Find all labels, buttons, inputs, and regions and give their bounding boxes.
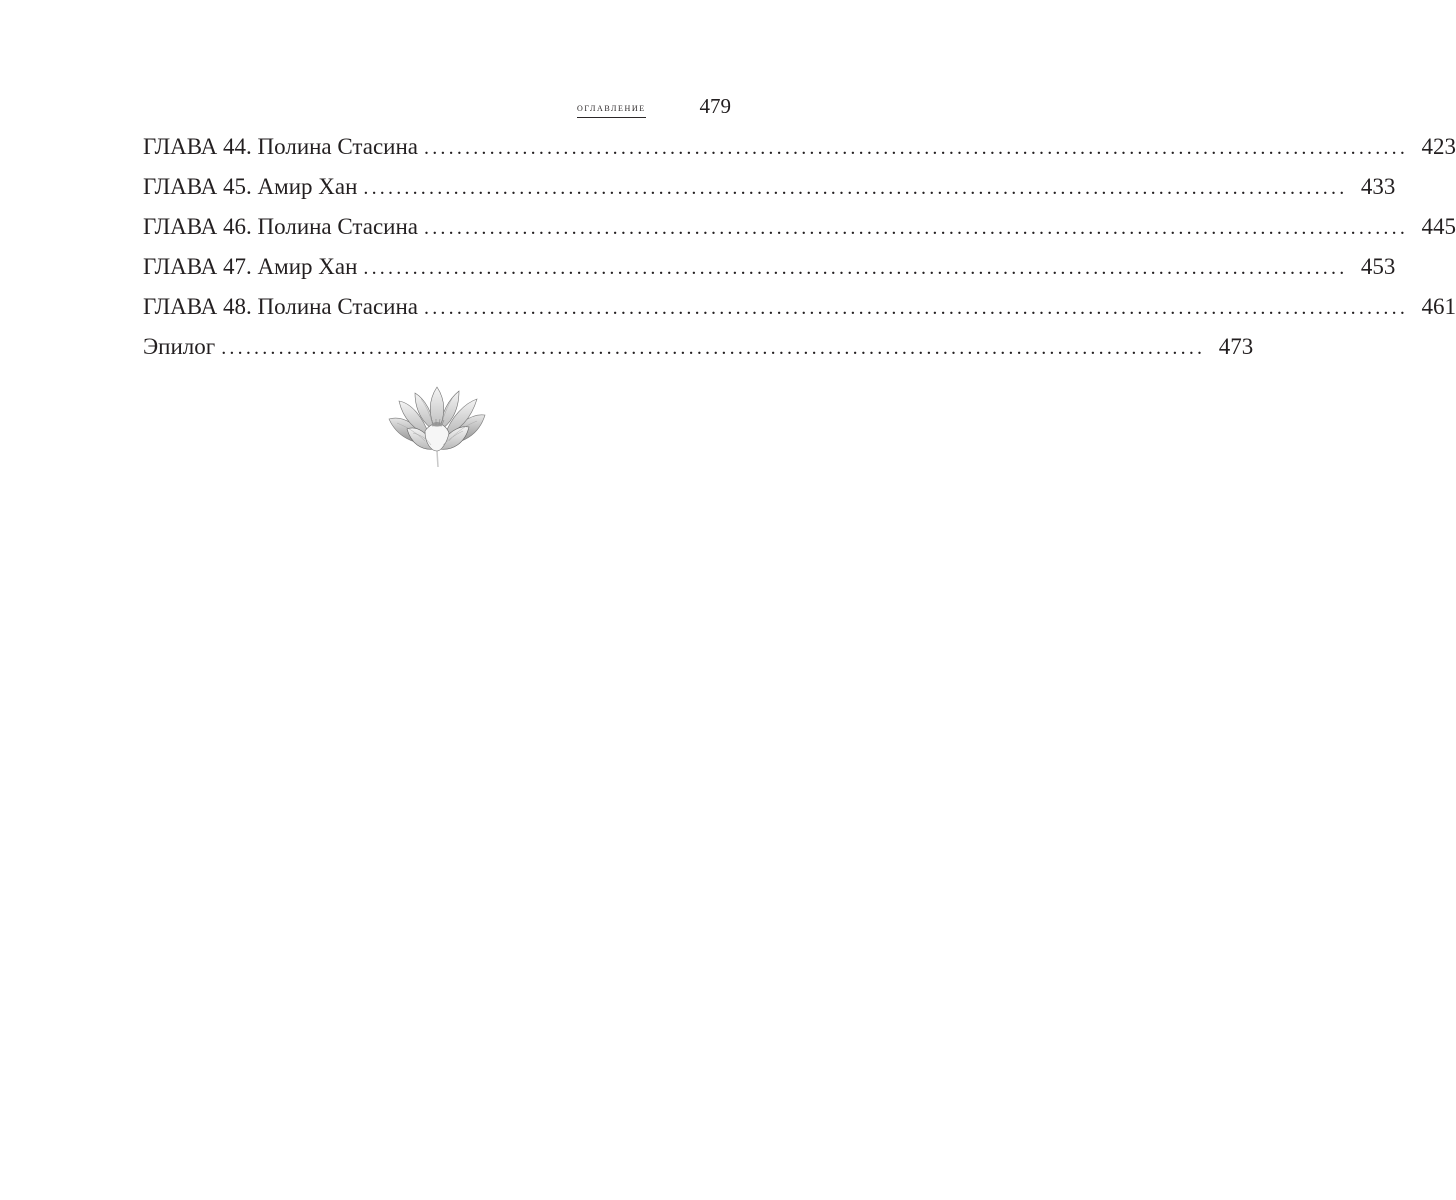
toc-leader-dots: ........................................................................................................................ bbox=[424, 137, 1409, 159]
page-number: 479 bbox=[699, 94, 731, 118]
toc-entry-title: Эпилог bbox=[143, 334, 216, 359]
toc-leader-dots: ........................................................................................................................ bbox=[424, 217, 1409, 239]
toc-entry-page: 445 bbox=[1421, 214, 1456, 239]
toc-entry bbox=[143, 210, 1456, 250]
running-title: оглавление bbox=[577, 102, 646, 118]
toc-entry-page: 423 bbox=[1421, 134, 1456, 159]
toc-entry-title: ГЛАВА 48. Полина Стасина bbox=[143, 294, 419, 319]
lotus-flower-icon bbox=[385, 385, 489, 469]
table-of-contents bbox=[143, 130, 1456, 370]
toc-entry-title: ГЛАВА 46. Полина Стасина bbox=[143, 214, 419, 239]
toc-entry-title: ГЛАВА 45. Амир Хан bbox=[143, 174, 358, 199]
toc-entry-page: 453 bbox=[1360, 254, 1396, 279]
toc-leader-dots: ........................................................................................................................ bbox=[424, 297, 1409, 319]
toc-entry-title: ГЛАВА 47. Амир Хан bbox=[143, 254, 358, 279]
toc-entry bbox=[143, 250, 1396, 290]
toc-leader-dots: ........................................................................................................................ bbox=[363, 177, 1348, 199]
toc-leader-dots: ........................................................................................................................ bbox=[363, 257, 1348, 279]
toc-entry-title: ГЛАВА 44. Полина Стасина bbox=[143, 134, 419, 159]
toc-entry bbox=[143, 130, 1456, 170]
toc-entry bbox=[143, 170, 1396, 210]
toc-leader-dots: ........................................................................................................................ bbox=[221, 337, 1206, 359]
toc-entry-page: 433 bbox=[1360, 174, 1396, 199]
running-header bbox=[560, 92, 731, 122]
toc-entry-page: 473 bbox=[1218, 334, 1254, 359]
toc-entry bbox=[143, 290, 1456, 330]
toc-entry-page: 461 bbox=[1421, 294, 1456, 319]
toc-entry bbox=[143, 330, 1254, 370]
